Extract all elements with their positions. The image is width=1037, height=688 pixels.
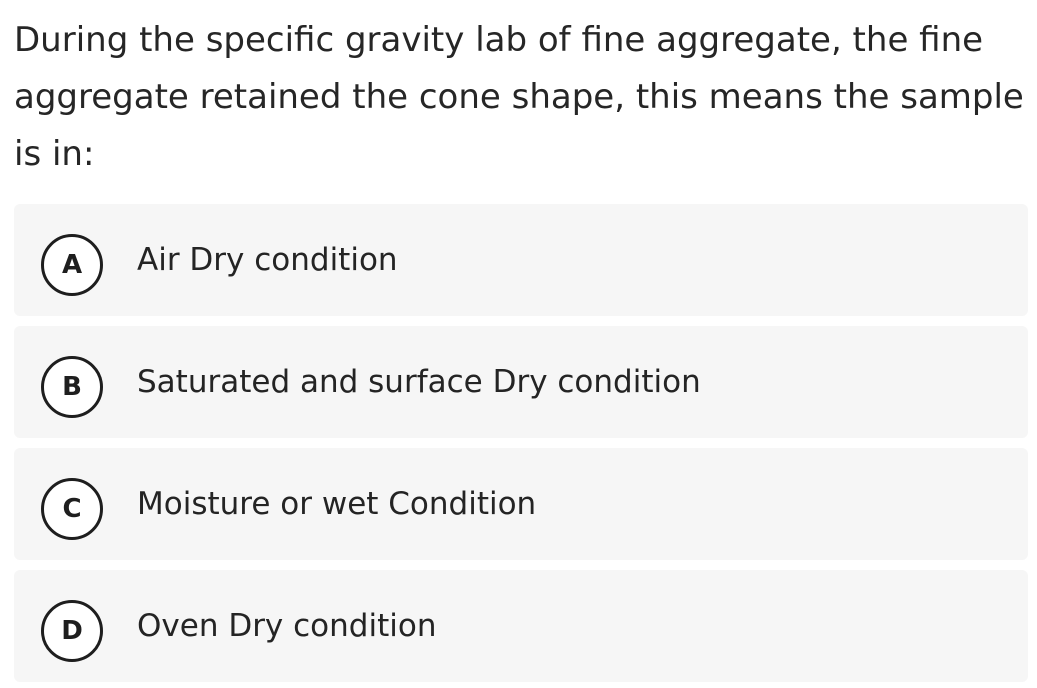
option-a-label: Air Dry condition [137, 242, 398, 278]
option-b-letter-badge: B [41, 356, 103, 418]
option-c-label: Moisture or wet Condition [137, 486, 537, 522]
option-b[interactable] [14, 326, 1028, 438]
question-text: During the specific gravity lab of fine aggregate, the fine aggregate retained the cone shape, this means the sample is in: [14, 20, 1024, 174]
option-d-label: Oven Dry condition [137, 608, 437, 644]
option-b-label: Saturated and surface Dry condition [137, 364, 701, 400]
answer-options [14, 204, 1028, 682]
option-a-letter-badge: A [41, 234, 103, 296]
option-c[interactable] [14, 448, 1028, 560]
option-d-letter-badge: D [41, 600, 103, 662]
option-a[interactable] [14, 204, 1028, 316]
option-c-letter-badge: C [41, 478, 103, 540]
option-d[interactable] [14, 570, 1028, 682]
